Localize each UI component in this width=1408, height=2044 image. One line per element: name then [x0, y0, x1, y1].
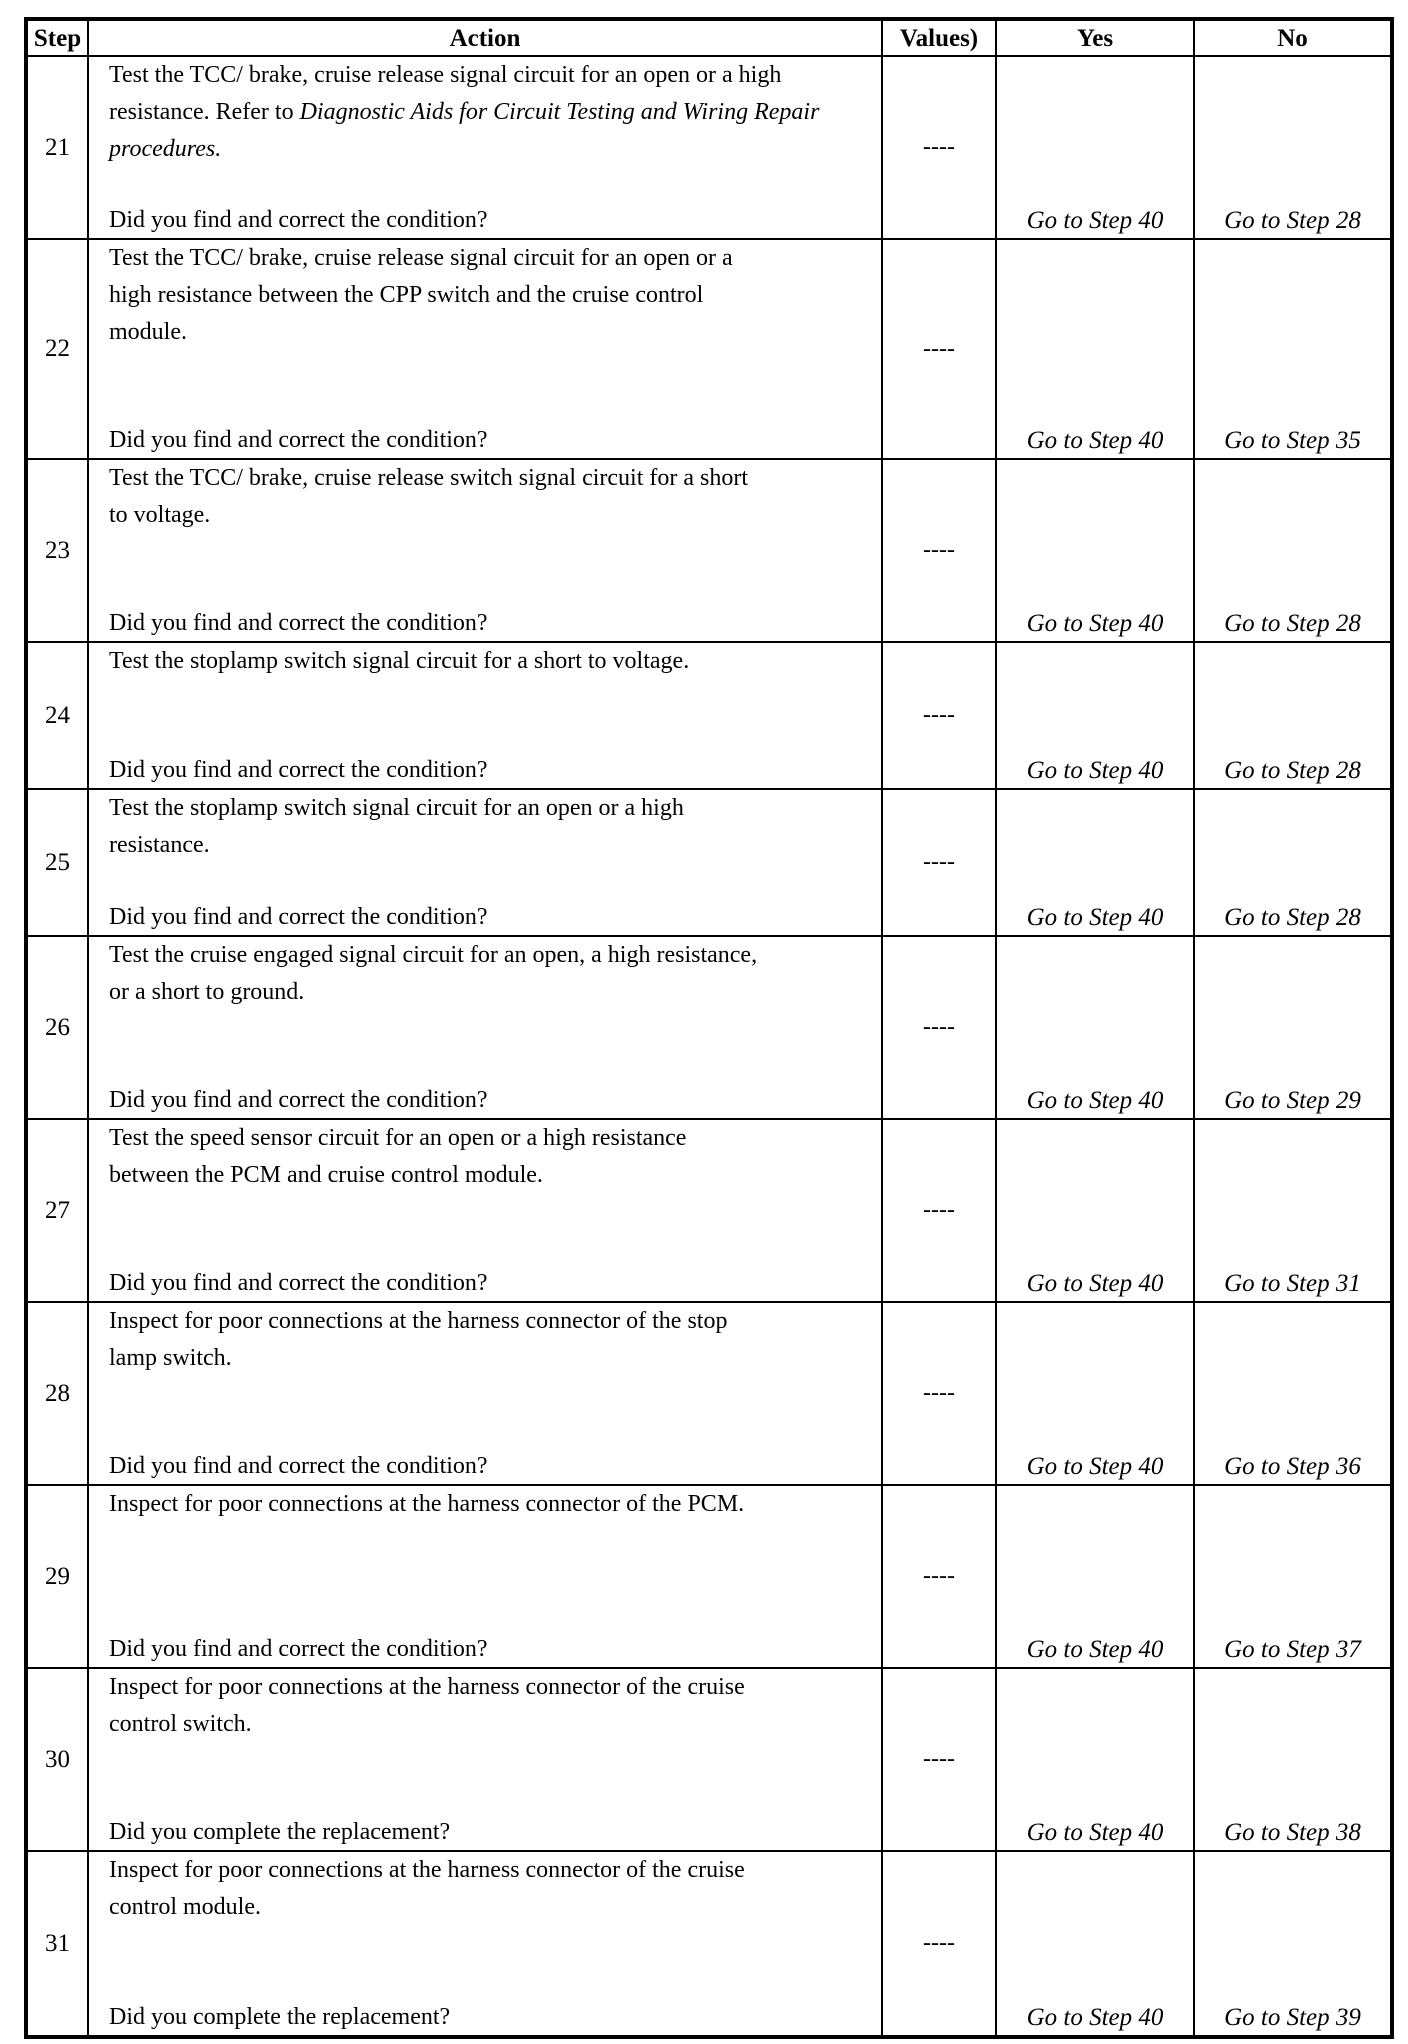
action-text: Test the speed sensor circuit for an open or a high resistance between the PCM and cruise control module. [109, 1125, 687, 1188]
action-text: Test the TCC/ brake, cruise release signal circuit for an open or a high resistance. Refer to [109, 62, 782, 125]
diagnostic-table-document [24, 17, 1394, 2039]
header-no: No [1194, 19, 1392, 56]
no-cell: Go to Step 28 [1194, 642, 1392, 789]
action-text: Test the stoplamp switch signal circuit for a short to voltage. [109, 648, 690, 674]
no-cell: Go to Step 35 [1194, 239, 1392, 459]
table-row [26, 789, 1392, 936]
action-text-end: . [215, 136, 222, 162]
values-cell: ---- [882, 1485, 996, 1668]
yes-cell: Go to Step 40 [996, 789, 1194, 936]
yes-cell: Go to Step 40 [996, 459, 1194, 642]
action-text: Test the TCC/ brake, cruise release switch signal circuit for a short to voltage. [109, 465, 749, 528]
action-question: Did you find and correct the condition? [109, 1087, 488, 1113]
no-cell: Go to Step 31 [1194, 1119, 1392, 1302]
table-row [26, 1119, 1392, 1302]
action-text: Test the cruise engaged signal circuit for an open, a high resistance, or a short to ground. [109, 942, 758, 1005]
step-number: 26 [26, 936, 88, 1119]
step-number: 23 [26, 459, 88, 642]
action-cell [88, 1851, 882, 2037]
action-question: Did you find and correct the condition? [109, 757, 488, 783]
table-row [26, 56, 1392, 239]
step-number: 21 [26, 56, 88, 239]
action-cell [88, 239, 882, 459]
yes-cell: Go to Step 40 [996, 1485, 1194, 1668]
action-text: Test the stoplamp switch signal circuit for an open or a high resistance. [109, 795, 684, 858]
values-cell: ---- [882, 936, 996, 1119]
table-row [26, 936, 1392, 1119]
step-number: 27 [26, 1119, 88, 1302]
no-cell: Go to Step 28 [1194, 459, 1392, 642]
action-reference: Diagnostic Aids for Circuit Testing and Wiring Repair procedures [109, 99, 820, 162]
action-cell [88, 789, 882, 936]
no-cell: Go to Step 28 [1194, 56, 1392, 239]
action-text: Inspect for poor connections at the harness connector of the PCM. [109, 1491, 745, 1517]
values-cell: ---- [882, 239, 996, 459]
no-cell: Go to Step 38 [1194, 1668, 1392, 1851]
action-question: Did you find and correct the condition? [109, 904, 488, 930]
table-row [26, 642, 1392, 789]
yes-cell: Go to Step 40 [996, 1668, 1194, 1851]
step-number: 24 [26, 642, 88, 789]
action-question: Did you find and correct the condition? [109, 610, 488, 636]
action-question: Did you complete the replacement? [109, 1819, 451, 1845]
action-question: Did you find and correct the condition? [109, 207, 488, 233]
action-text: Inspect for poor connections at the harness connector of the cruise control switch. [109, 1674, 745, 1737]
no-cell: Go to Step 37 [1194, 1485, 1392, 1668]
action-question: Did you find and correct the condition? [109, 1270, 488, 1296]
action-cell [88, 1668, 882, 1851]
action-cell [88, 459, 882, 642]
no-cell: Go to Step 39 [1194, 1851, 1392, 2037]
table-row [26, 459, 1392, 642]
action-cell [88, 56, 882, 239]
no-cell: Go to Step 29 [1194, 936, 1392, 1119]
yes-cell: Go to Step 40 [996, 642, 1194, 789]
header-yes: Yes [996, 19, 1194, 56]
values-cell: ---- [882, 1302, 996, 1485]
table-row [26, 1668, 1392, 1851]
action-cell [88, 1302, 882, 1485]
step-number: 30 [26, 1668, 88, 1851]
table-row [26, 1485, 1392, 1668]
action-cell [88, 642, 882, 789]
table-row [26, 239, 1392, 459]
action-question: Did you find and correct the condition? [109, 1636, 488, 1662]
header-values: Values) [882, 19, 996, 56]
values-cell: ---- [882, 1668, 996, 1851]
header-row [26, 19, 1392, 56]
step-number: 29 [26, 1485, 88, 1668]
step-number: 31 [26, 1851, 88, 2037]
action-text: Test the TCC/ brake, cruise release signal circuit for an open or a high resistance between the CPP switch and the cruise control module. [109, 245, 733, 345]
yes-cell: Go to Step 40 [996, 56, 1194, 239]
values-cell: ---- [882, 789, 996, 936]
yes-cell: Go to Step 40 [996, 239, 1194, 459]
action-cell [88, 1119, 882, 1302]
yes-cell: Go to Step 40 [996, 1302, 1194, 1485]
action-question: Did you complete the replacement? [109, 2004, 451, 2030]
action-text: Inspect for poor connections at the harness connector of the cruise control module. [109, 1857, 745, 1920]
values-cell: ---- [882, 56, 996, 239]
values-cell: ---- [882, 642, 996, 789]
yes-cell: Go to Step 40 [996, 1119, 1194, 1302]
action-cell [88, 1485, 882, 1668]
no-cell: Go to Step 36 [1194, 1302, 1392, 1485]
step-number: 22 [26, 239, 88, 459]
no-cell: Go to Step 28 [1194, 789, 1392, 936]
values-cell: ---- [882, 1851, 996, 2037]
header-action: Action [88, 19, 882, 56]
diagnostic-table [24, 17, 1394, 2039]
values-cell: ---- [882, 1119, 996, 1302]
header-step: Step [26, 19, 88, 56]
step-number: 25 [26, 789, 88, 936]
table-row [26, 1851, 1392, 2037]
values-cell: ---- [882, 459, 996, 642]
yes-cell: Go to Step 40 [996, 936, 1194, 1119]
yes-cell: Go to Step 40 [996, 1851, 1194, 2037]
table-row [26, 1302, 1392, 1485]
action-question: Did you find and correct the condition? [109, 1453, 488, 1479]
action-question: Did you find and correct the condition? [109, 427, 488, 453]
step-number: 28 [26, 1302, 88, 1485]
action-cell [88, 936, 882, 1119]
action-text: Inspect for poor connections at the harness connector of the stop lamp switch. [109, 1308, 728, 1371]
